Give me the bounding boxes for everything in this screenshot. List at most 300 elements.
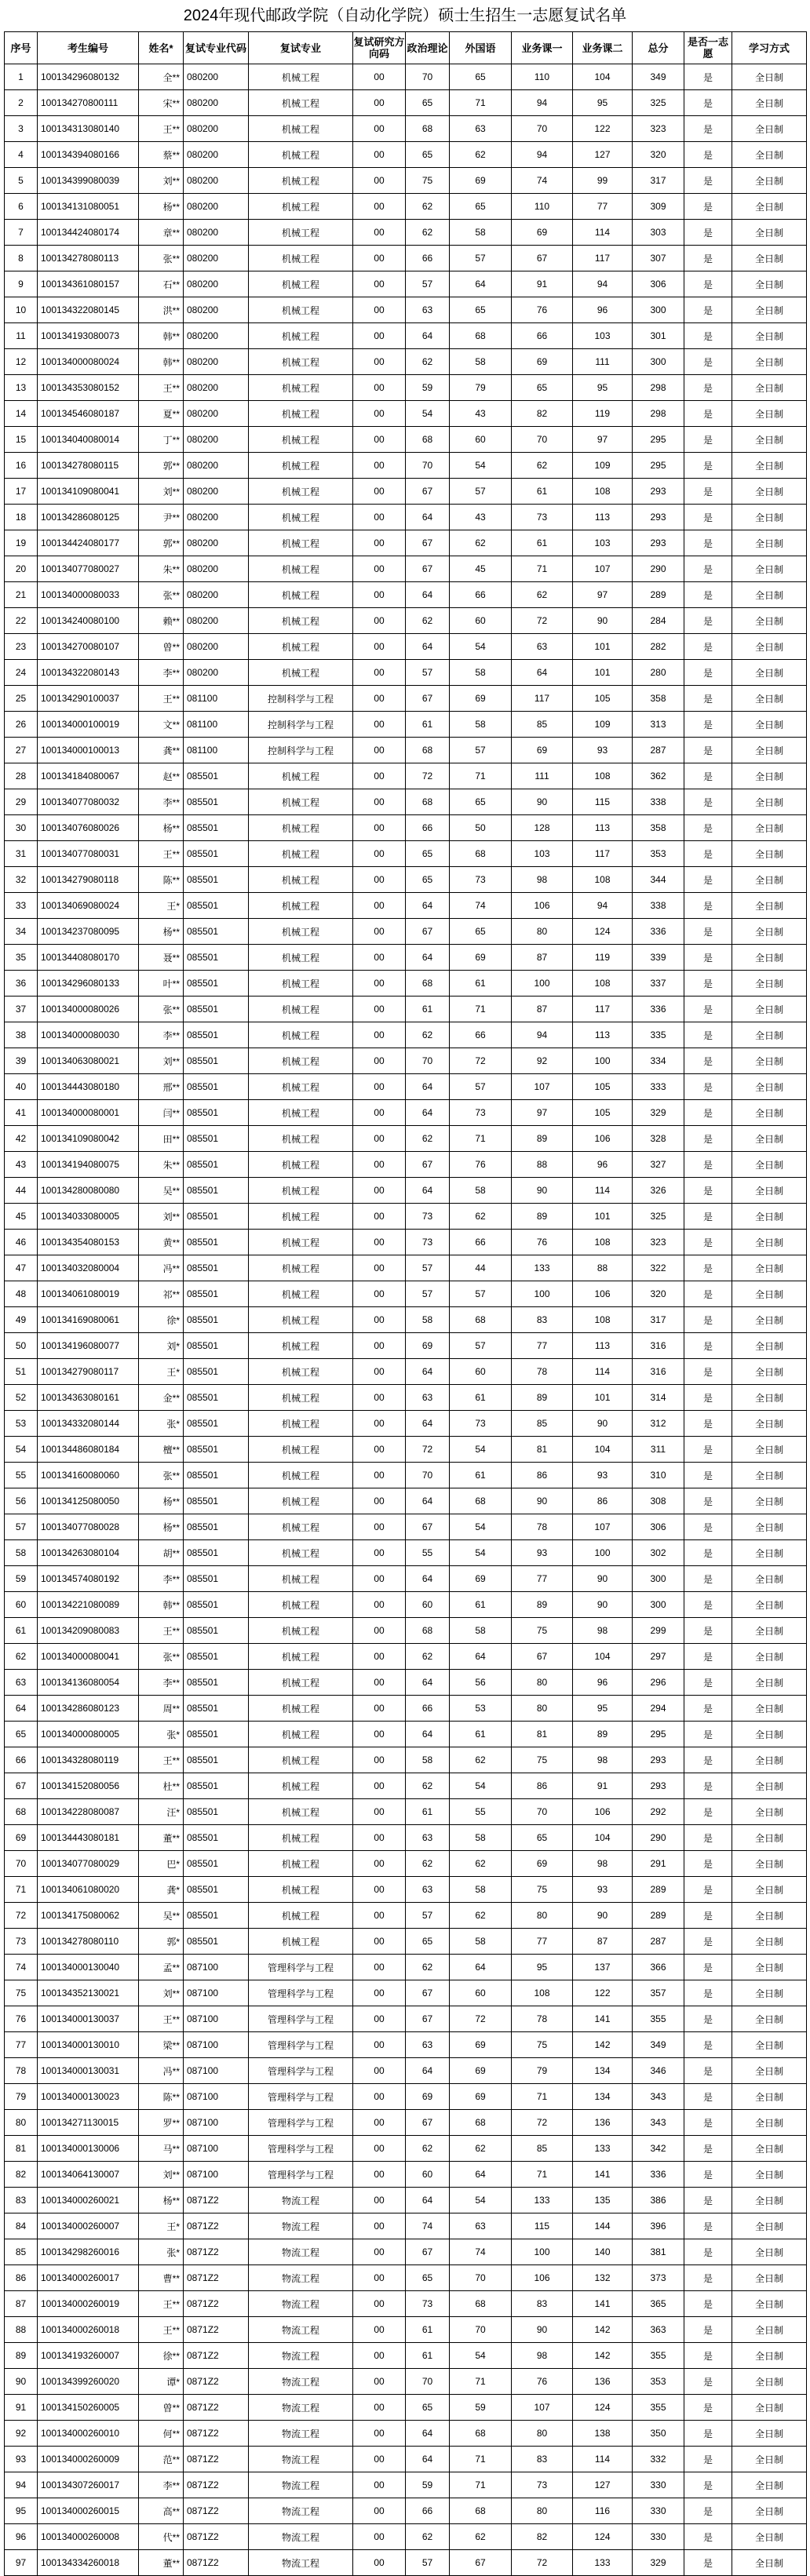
direction-code-cell: 00	[353, 1877, 406, 1903]
study-mode-cell: 全日制	[732, 2084, 807, 2110]
foreign-language-score-cell: 61	[450, 1592, 512, 1618]
first-choice-cell: 是	[684, 2421, 732, 2447]
major-name-cell: 机械工程	[249, 841, 353, 867]
subject-1-score-cell: 89	[512, 1385, 573, 1411]
candidate-name-cell: 王**	[139, 375, 184, 401]
exam-id-cell: 100134033080005	[38, 1204, 139, 1230]
politics-score-cell: 59	[406, 375, 450, 401]
total-score-cell: 346	[633, 2058, 684, 2084]
subject-1-score-cell: 83	[512, 1307, 573, 1333]
study-mode-cell: 全日制	[732, 349, 807, 375]
subject-1-score-cell: 86	[512, 1773, 573, 1799]
major-code-cell: 085501	[184, 1281, 249, 1307]
candidate-name-cell: 金**	[139, 1385, 184, 1411]
header-col-name: 姓名*	[139, 32, 184, 64]
table-row	[5, 712, 807, 738]
direction-code-cell: 00	[353, 1799, 406, 1825]
foreign-language-score-cell: 43	[450, 401, 512, 427]
candidate-name-cell: 郭**	[139, 530, 184, 556]
foreign-language-score-cell: 62	[450, 1747, 512, 1773]
major-code-cell: 087100	[184, 2058, 249, 2084]
politics-score-cell: 70	[406, 1463, 450, 1488]
exam-id-cell: 100134307260017	[38, 2472, 139, 2498]
total-score-cell: 300	[633, 349, 684, 375]
politics-score-cell: 66	[406, 815, 450, 841]
total-score-cell: 313	[633, 712, 684, 738]
first-choice-cell: 是	[684, 1048, 732, 1074]
foreign-language-score-cell: 74	[450, 2239, 512, 2265]
major-code-cell: 085501	[184, 1255, 249, 1281]
subject-1-score-cell: 98	[512, 867, 573, 893]
candidate-name-cell: 李**	[139, 1022, 184, 1048]
candidate-name-cell: 章**	[139, 220, 184, 246]
subject-2-score-cell: 104	[573, 1644, 633, 1670]
subject-2-score-cell: 88	[573, 1255, 633, 1281]
candidate-name-cell: 巴*	[139, 1851, 184, 1877]
exam-id-cell: 100134399080039	[38, 168, 139, 194]
table-row	[5, 323, 807, 349]
major-name-cell: 机械工程	[249, 1152, 353, 1178]
row-index-cell: 72	[5, 1903, 38, 1929]
exam-id-cell: 100134296080132	[38, 64, 139, 90]
total-score-cell: 310	[633, 1463, 684, 1488]
exam-id-cell: 100134352130021	[38, 1980, 139, 2006]
major-name-cell: 管理科学与工程	[249, 2162, 353, 2188]
politics-score-cell: 64	[406, 2188, 450, 2213]
major-name-cell: 机械工程	[249, 1074, 353, 1100]
subject-2-score-cell: 99	[573, 168, 633, 194]
first-choice-cell: 是	[684, 556, 732, 582]
subject-1-score-cell: 70	[512, 427, 573, 453]
major-code-cell: 080200	[184, 556, 249, 582]
candidate-name-cell: 王*	[139, 2213, 184, 2239]
major-code-cell: 087100	[184, 2110, 249, 2136]
politics-score-cell: 60	[406, 2162, 450, 2188]
subject-1-score-cell: 88	[512, 1152, 573, 1178]
table-row	[5, 1307, 807, 1333]
politics-score-cell: 64	[406, 2447, 450, 2472]
subject-1-score-cell: 85	[512, 1411, 573, 1437]
study-mode-cell: 全日制	[732, 1230, 807, 1255]
row-index-cell: 62	[5, 1644, 38, 1670]
total-score-cell: 300	[633, 1592, 684, 1618]
table-row	[5, 2291, 807, 2317]
subject-1-score-cell: 83	[512, 2447, 573, 2472]
row-index-cell: 19	[5, 530, 38, 556]
subject-2-score-cell: 106	[573, 1126, 633, 1152]
study-mode-cell: 全日制	[732, 401, 807, 427]
politics-score-cell: 67	[406, 1514, 450, 1540]
politics-score-cell: 55	[406, 1540, 450, 1566]
row-index-cell: 14	[5, 401, 38, 427]
exam-id-cell: 100134000080030	[38, 1022, 139, 1048]
direction-code-cell: 00	[353, 763, 406, 789]
subject-1-score-cell: 67	[512, 246, 573, 271]
politics-score-cell: 65	[406, 2395, 450, 2421]
subject-2-score-cell: 117	[573, 841, 633, 867]
direction-code-cell: 00	[353, 505, 406, 530]
total-score-cell: 325	[633, 1204, 684, 1230]
candidate-name-cell: 李**	[139, 660, 184, 686]
foreign-language-score-cell: 62	[450, 1903, 512, 1929]
first-choice-cell: 是	[684, 375, 732, 401]
politics-score-cell: 68	[406, 971, 450, 997]
direction-code-cell: 00	[353, 1307, 406, 1333]
total-score-cell: 326	[633, 1178, 684, 1204]
candidate-name-cell: 陈**	[139, 2084, 184, 2110]
major-name-cell: 机械工程	[249, 763, 353, 789]
table-row	[5, 789, 807, 815]
first-choice-cell: 是	[684, 1980, 732, 2006]
total-score-cell: 396	[633, 2213, 684, 2239]
major-code-cell: 080200	[184, 246, 249, 271]
table-row	[5, 660, 807, 686]
table-row	[5, 867, 807, 893]
major-code-cell: 085501	[184, 1230, 249, 1255]
table-row	[5, 2162, 807, 2188]
direction-code-cell: 00	[353, 1980, 406, 2006]
foreign-language-score-cell: 79	[450, 375, 512, 401]
row-index-cell: 33	[5, 893, 38, 919]
exam-id-cell: 100134175080062	[38, 1903, 139, 1929]
row-index-cell: 76	[5, 2006, 38, 2032]
direction-code-cell: 00	[353, 1514, 406, 1540]
major-code-cell: 0871Z2	[184, 2498, 249, 2524]
first-choice-cell: 是	[684, 2472, 732, 2498]
total-score-cell: 350	[633, 2421, 684, 2447]
table-row	[5, 2498, 807, 2524]
total-score-cell: 290	[633, 556, 684, 582]
table-header-row	[5, 32, 807, 64]
major-code-cell: 085501	[184, 1488, 249, 1514]
major-code-cell: 0871Z2	[184, 2188, 249, 2213]
direction-code-cell: 00	[353, 297, 406, 323]
first-choice-cell: 是	[684, 349, 732, 375]
table-row	[5, 453, 807, 479]
study-mode-cell: 全日制	[732, 2110, 807, 2136]
exam-id-cell: 100134228080087	[38, 1799, 139, 1825]
candidate-name-cell: 杨**	[139, 919, 184, 945]
total-score-cell: 328	[633, 1126, 684, 1152]
subject-1-score-cell: 77	[512, 1566, 573, 1592]
subject-1-score-cell: 75	[512, 1618, 573, 1644]
subject-2-score-cell: 93	[573, 738, 633, 763]
major-code-cell: 085501	[184, 1437, 249, 1463]
subject-2-score-cell: 140	[573, 2239, 633, 2265]
foreign-language-score-cell: 62	[450, 530, 512, 556]
study-mode-cell: 全日制	[732, 763, 807, 789]
direction-code-cell: 00	[353, 1540, 406, 1566]
direction-code-cell: 00	[353, 375, 406, 401]
table-row	[5, 1670, 807, 1696]
row-index-cell: 11	[5, 323, 38, 349]
foreign-language-score-cell: 65	[450, 297, 512, 323]
first-choice-cell: 是	[684, 1126, 732, 1152]
exam-id-cell: 100134125080050	[38, 1488, 139, 1514]
exam-id-cell: 100134193260007	[38, 2343, 139, 2369]
major-name-cell: 机械工程	[249, 582, 353, 608]
header-col-foreign-language: 外国语	[450, 32, 512, 64]
direction-code-cell: 00	[353, 2550, 406, 2576]
subject-2-score-cell: 90	[573, 1566, 633, 1592]
subject-2-score-cell: 91	[573, 1773, 633, 1799]
foreign-language-score-cell: 68	[450, 2291, 512, 2317]
foreign-language-score-cell: 54	[450, 634, 512, 660]
foreign-language-score-cell: 65	[450, 919, 512, 945]
major-name-cell: 物流工程	[249, 2213, 353, 2239]
direction-code-cell: 00	[353, 1437, 406, 1463]
subject-1-score-cell: 108	[512, 1980, 573, 2006]
politics-score-cell: 64	[406, 945, 450, 971]
header-col-first-choice: 是否一志愿	[684, 32, 732, 64]
table-row	[5, 1799, 807, 1825]
candidate-name-cell: 徐**	[139, 2343, 184, 2369]
candidate-name-cell: 张*	[139, 2239, 184, 2265]
politics-score-cell: 58	[406, 1307, 450, 1333]
direction-code-cell: 00	[353, 401, 406, 427]
subject-1-score-cell: 95	[512, 1955, 573, 1980]
study-mode-cell: 全日制	[732, 1566, 807, 1592]
row-index-cell: 89	[5, 2343, 38, 2369]
direction-code-cell: 00	[353, 1048, 406, 1074]
exam-id-cell: 100134278080115	[38, 453, 139, 479]
table-row	[5, 997, 807, 1022]
total-score-cell: 323	[633, 1230, 684, 1255]
study-mode-cell: 全日制	[732, 1100, 807, 1126]
total-score-cell: 306	[633, 1514, 684, 1540]
study-mode-cell: 全日制	[732, 1152, 807, 1178]
study-mode-cell: 全日制	[732, 1307, 807, 1333]
major-name-cell: 机械工程	[249, 997, 353, 1022]
header-col-subject-1: 业务课一	[512, 32, 573, 64]
row-index-cell: 83	[5, 2188, 38, 2213]
subject-2-score-cell: 95	[573, 1696, 633, 1722]
major-name-cell: 机械工程	[249, 479, 353, 505]
foreign-language-score-cell: 68	[450, 2421, 512, 2447]
major-name-cell: 机械工程	[249, 1385, 353, 1411]
row-index-cell: 20	[5, 556, 38, 582]
exam-id-cell: 100134160080060	[38, 1463, 139, 1488]
exam-id-cell: 100134061080020	[38, 1877, 139, 1903]
study-mode-cell: 全日制	[732, 608, 807, 634]
subject-2-score-cell: 101	[573, 1204, 633, 1230]
direction-code-cell: 00	[353, 90, 406, 116]
exam-id-cell: 100134000260007	[38, 2213, 139, 2239]
study-mode-cell: 全日制	[732, 1618, 807, 1644]
first-choice-cell: 是	[684, 2317, 732, 2343]
subject-2-score-cell: 144	[573, 2213, 633, 2239]
candidate-name-cell: 张**	[139, 582, 184, 608]
major-code-cell: 0871Z2	[184, 2343, 249, 2369]
candidate-name-cell: 文**	[139, 712, 184, 738]
candidate-name-cell: 杨**	[139, 815, 184, 841]
study-mode-cell: 全日制	[732, 2472, 807, 2498]
table-row	[5, 1540, 807, 1566]
direction-code-cell: 00	[353, 2136, 406, 2162]
subject-2-score-cell: 132	[573, 2265, 633, 2291]
direction-code-cell: 00	[353, 2369, 406, 2395]
candidate-name-cell: 闫**	[139, 1100, 184, 1126]
study-mode-cell: 全日制	[732, 1411, 807, 1437]
subject-1-score-cell: 80	[512, 1696, 573, 1722]
table-row	[5, 2265, 807, 2291]
foreign-language-score-cell: 56	[450, 1670, 512, 1696]
exam-id-cell: 100134131080051	[38, 194, 139, 220]
study-mode-cell: 全日制	[732, 1074, 807, 1100]
politics-score-cell: 57	[406, 1255, 450, 1281]
politics-score-cell: 62	[406, 2524, 450, 2550]
subject-2-score-cell: 108	[573, 479, 633, 505]
table-row	[5, 738, 807, 763]
total-score-cell: 334	[633, 1048, 684, 1074]
study-mode-cell: 全日制	[732, 505, 807, 530]
major-name-cell: 机械工程	[249, 1773, 353, 1799]
table-row	[5, 1851, 807, 1877]
subject-2-score-cell: 104	[573, 1437, 633, 1463]
row-index-cell: 5	[5, 168, 38, 194]
major-name-cell: 机械工程	[249, 1851, 353, 1877]
total-score-cell: 317	[633, 1307, 684, 1333]
subject-1-score-cell: 87	[512, 945, 573, 971]
study-mode-cell: 全日制	[732, 971, 807, 997]
direction-code-cell: 00	[353, 1022, 406, 1048]
study-mode-cell: 全日制	[732, 1877, 807, 1903]
total-score-cell: 282	[633, 634, 684, 660]
candidate-name-cell: 吴**	[139, 1178, 184, 1204]
study-mode-cell: 全日制	[732, 2524, 807, 2550]
direction-code-cell: 00	[353, 1178, 406, 1204]
major-name-cell: 机械工程	[249, 1696, 353, 1722]
exam-id-cell: 100134000130040	[38, 1955, 139, 1980]
row-index-cell: 15	[5, 427, 38, 453]
first-choice-cell: 是	[684, 1722, 732, 1747]
major-code-cell: 085501	[184, 815, 249, 841]
foreign-language-score-cell: 66	[450, 1230, 512, 1255]
study-mode-cell: 全日制	[732, 1722, 807, 1747]
study-mode-cell: 全日制	[732, 1980, 807, 2006]
total-score-cell: 343	[633, 2084, 684, 2110]
exam-id-cell: 100134209080083	[38, 1618, 139, 1644]
major-code-cell: 080200	[184, 116, 249, 142]
total-score-cell: 293	[633, 479, 684, 505]
study-mode-cell: 全日制	[732, 841, 807, 867]
subject-1-score-cell: 93	[512, 1540, 573, 1566]
row-index-cell: 26	[5, 712, 38, 738]
exam-id-cell: 100134354080153	[38, 1230, 139, 1255]
table-row	[5, 2213, 807, 2239]
major-name-cell: 机械工程	[249, 246, 353, 271]
subject-1-score-cell: 80	[512, 2421, 573, 2447]
subject-2-score-cell: 142	[573, 2343, 633, 2369]
total-score-cell: 336	[633, 919, 684, 945]
table-row	[5, 64, 807, 90]
table-row	[5, 1825, 807, 1851]
politics-score-cell: 73	[406, 2291, 450, 2317]
exam-id-cell: 100134424080174	[38, 220, 139, 246]
politics-score-cell: 64	[406, 1670, 450, 1696]
exam-id-cell: 100134000100013	[38, 738, 139, 763]
politics-score-cell: 62	[406, 1955, 450, 1980]
row-index-cell: 93	[5, 2447, 38, 2472]
study-mode-cell: 全日制	[732, 1204, 807, 1230]
total-score-cell: 357	[633, 1980, 684, 2006]
row-index-cell: 1	[5, 64, 38, 90]
exam-id-cell: 100134000080005	[38, 1722, 139, 1747]
first-choice-cell: 是	[684, 1152, 732, 1178]
major-code-cell: 085501	[184, 1022, 249, 1048]
candidate-name-cell: 孟**	[139, 1955, 184, 1980]
row-index-cell: 96	[5, 2524, 38, 2550]
major-code-cell: 085501	[184, 1877, 249, 1903]
politics-score-cell: 68	[406, 789, 450, 815]
subject-2-score-cell: 127	[573, 142, 633, 168]
subject-2-score-cell: 97	[573, 582, 633, 608]
foreign-language-score-cell: 54	[450, 1540, 512, 1566]
candidate-name-cell: 王**	[139, 2291, 184, 2317]
direction-code-cell: 00	[353, 686, 406, 712]
table-row	[5, 194, 807, 220]
study-mode-cell: 全日制	[732, 1929, 807, 1955]
major-code-cell: 080200	[184, 142, 249, 168]
politics-score-cell: 62	[406, 1644, 450, 1670]
exam-id-cell: 100134000260009	[38, 2447, 139, 2472]
row-index-cell: 74	[5, 1955, 38, 1980]
total-score-cell: 349	[633, 2032, 684, 2058]
total-score-cell: 284	[633, 608, 684, 634]
subject-2-score-cell: 105	[573, 1074, 633, 1100]
major-name-cell: 机械工程	[249, 453, 353, 479]
exam-id-cell: 100134322080145	[38, 297, 139, 323]
exam-id-cell: 100134286080125	[38, 505, 139, 530]
row-index-cell: 28	[5, 763, 38, 789]
major-name-cell: 机械工程	[249, 1747, 353, 1773]
study-mode-cell: 全日制	[732, 194, 807, 220]
major-code-cell: 087100	[184, 2032, 249, 2058]
table-row	[5, 2239, 807, 2265]
major-code-cell: 085501	[184, 1307, 249, 1333]
direction-code-cell: 00	[353, 1359, 406, 1385]
first-choice-cell: 是	[684, 1903, 732, 1929]
foreign-language-score-cell: 62	[450, 1204, 512, 1230]
subject-1-score-cell: 83	[512, 2291, 573, 2317]
subject-2-score-cell: 106	[573, 1799, 633, 1825]
candidate-name-cell: 曾**	[139, 634, 184, 660]
politics-score-cell: 61	[406, 712, 450, 738]
total-score-cell: 280	[633, 660, 684, 686]
table-row	[5, 1411, 807, 1437]
study-mode-cell: 全日制	[732, 2006, 807, 2032]
politics-score-cell: 62	[406, 1022, 450, 1048]
total-score-cell: 349	[633, 64, 684, 90]
table-row	[5, 2084, 807, 2110]
table-row	[5, 530, 807, 556]
politics-score-cell: 64	[406, 505, 450, 530]
politics-score-cell: 72	[406, 763, 450, 789]
study-mode-cell: 全日制	[732, 2239, 807, 2265]
politics-score-cell: 57	[406, 1903, 450, 1929]
subject-1-score-cell: 85	[512, 712, 573, 738]
direction-code-cell: 00	[353, 1670, 406, 1696]
row-index-cell: 39	[5, 1048, 38, 1074]
subject-2-score-cell: 106	[573, 1281, 633, 1307]
politics-score-cell: 66	[406, 246, 450, 271]
direction-code-cell: 00	[353, 1126, 406, 1152]
politics-score-cell: 73	[406, 1204, 450, 1230]
table-row	[5, 1696, 807, 1722]
table-row	[5, 2110, 807, 2136]
subject-1-score-cell: 75	[512, 1877, 573, 1903]
direction-code-cell: 00	[353, 1152, 406, 1178]
